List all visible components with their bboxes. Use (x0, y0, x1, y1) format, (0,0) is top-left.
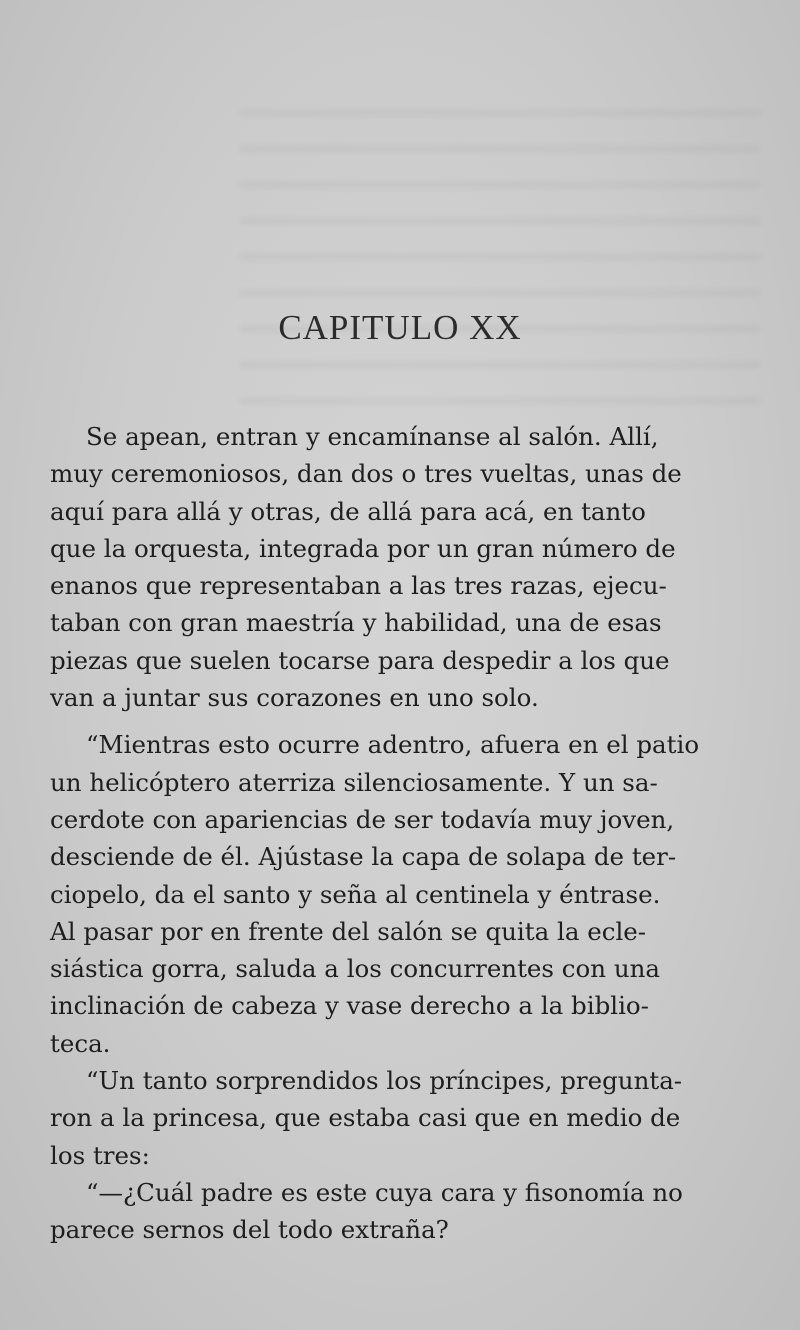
paragraph-2: “Mientras esto ocurre adentro, afuera en el patio un helicóptero aterriza silenciosamente. Y un sa- cerdote con apariencias de ser todavía muy joven, desciende de él. Ajústase la capa de solapa de ter- ciopelo, da el santo y seña al centinela y éntrase. Al pasar por en frente del salón se quita la ecle- siástica gorra, saluda a los concurrentes con una inclinación de cabeza y vase derecho a la biblio- teca. (50, 730, 700, 1058)
chapter-title: CAPITULO XX (278, 308, 522, 347)
chapter-body (50, 418, 755, 1249)
paragraph-3: “Un tanto sorprendidos los príncipes, pregunta- ron a la princesa, que estaba casi que en medio de los tres: (50, 1066, 683, 1170)
show-through-texture (240, 110, 760, 410)
paragraph-4: “—¿Cuál padre es este cuya cara y fisonomía no parece sernos del todo extraña? (50, 1177, 683, 1245)
paragraph-1: Se apean, entran y encamínanse al salón. Allí, muy ceremoniosos, dan dos o tres vueltas, unas de aquí para allá y otras, de allá para acá, en tanto que la orquesta, integrada por un gran número de enanos que representaban a las tres razas, ejecu- taban con gran maestría y habilidad, una de esas piezas que suelen tocarse para despedir a los que van a juntar sus corazones en uno solo. (50, 422, 682, 713)
